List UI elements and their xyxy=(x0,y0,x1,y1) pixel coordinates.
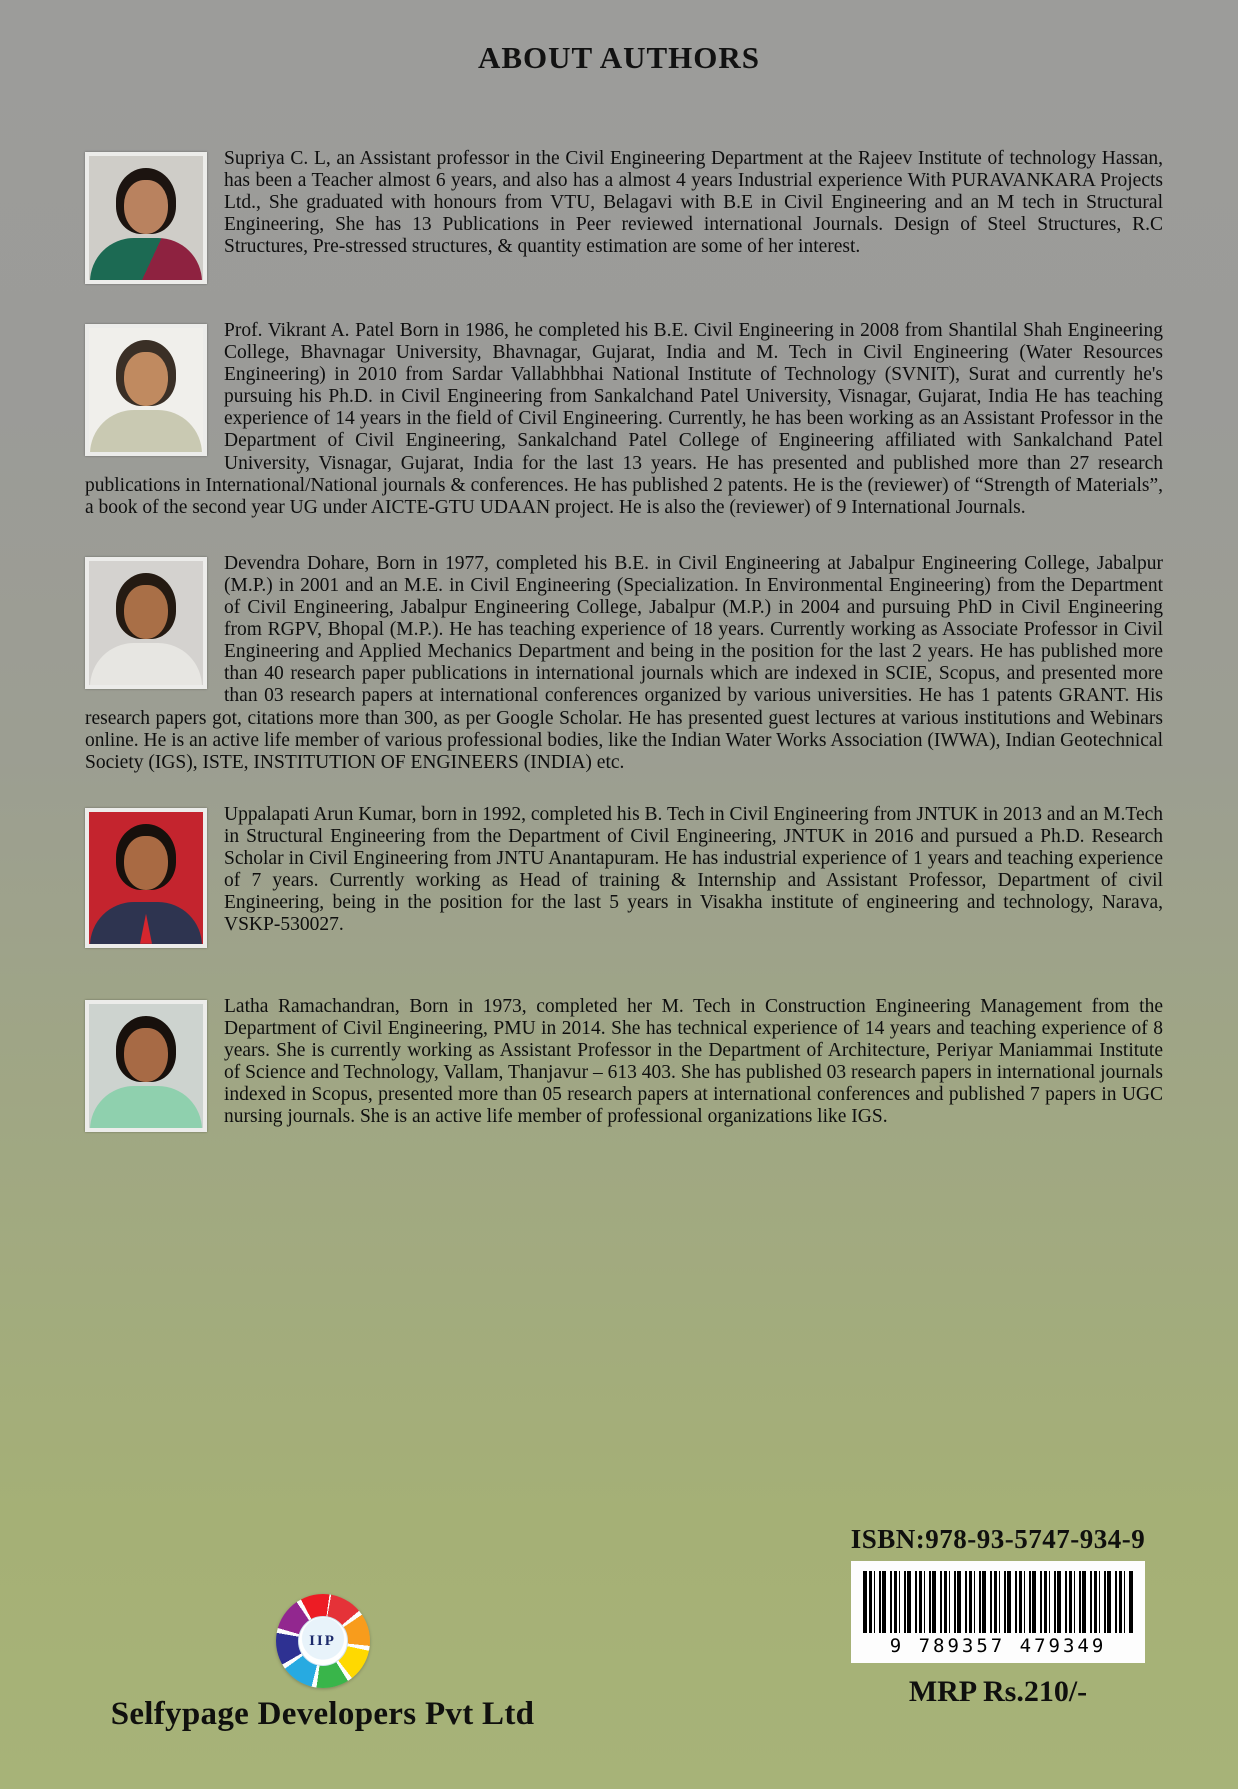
author-bio-text: Devendra Dohare, Born in 1977, completed his B.E. in Civil Engineering at Jabalpur Engineering College, Jabalpur (M.P.) in 2001 and an M.E. in Civil Engineering (Specialization. In Environmental Engineering) from the Department of Civil Engineering, Jabalpur Engineering College, Jabalpur (M.P.) in 2004 and pursuing PhD in Civil Engineering from RGPV, Bhopal (M.P.). He has teaching experience of 18 years. Currently working as Associate Professor in Civil Engineering and Applied Mechanics Department and being in the position for the last 2 years. He has published more than 40 research paper publications in international journals which are indexed in SCIE, Scopus, and presented more than 03 research papers at international conferences organized by various universities. He has 1 patents GRANT. His research papers got, citations more than 300, as per Google Scholar. He has presented guest lectures at various institutions and Webinars online. He is an active life member of various professional bodies, like the Indian Water Works Association (IWWA), Indian Geotechnical Society (IGS), ISTE, INSTITUTION OF ENGINEERS (INDIA) etc. xyxy=(85,552,1163,773)
silhouette-face xyxy=(124,585,168,639)
author-bio-text: Prof. Vikrant A. Patel Born in 1986, he completed his B.E. Civil Engineering in 2008 from Shantilal Shah Engineering College, Bhavnagar University, Bhavnagar, Gujarat, India and M. Tech in Civil Engineering (Water Resources Engineering) in 2010 from Sardar Vallabhbhai National Institute of Technology (SVNIT), Surat and currently he's pursuing his Ph.D. in Civil Engineering from Sankalchand Patel University, Visnagar, Gujarat, India He has teaching experience of 14 years in the field of Civil Engineering. Currently, he has been working as an Assistant Professor in the Department of Civil Engineering, Sankalchand Patel College of Engineering affiliated with Sankalchand Patel University, Visnagar, Gujarat, India for the last 13 years. He has presented and published more than 27 research publications in International/National journals & conferences. He has published 2 patents. He is the (reviewer) of “Strength of Materials”, a book of the second year UG under AICTE-GTU UDAAN project. He is also the (reviewer) of 9 International Journals. xyxy=(85,320,1163,518)
silhouette-face xyxy=(124,1028,168,1082)
isbn-text: ISBN:978-93-5747-934-9 xyxy=(850,1524,1146,1554)
publisher-block xyxy=(85,1594,560,1733)
silhouette-torso xyxy=(90,410,202,454)
author-bio-text: Latha Ramachandran, Born in 1973, completed her M. Tech in Construction Engineering Management from the Department of Civil Engineering, PMU in 2014. She has technical experience of 14 years and teaching experience of 8 years. She is currently working as Assistant Professor in the Department of Architecture, Periyar Maniammai Institute of Science and Technology, Vallam, Thanjavur – 613 403. She has published 03 research papers in international journals indexed in Scopus, presented more than 05 research papers at international conferences and published 7 papers in UGC nursing journals. She is an active life member of professional organizations like IGS. xyxy=(224,995,1163,1128)
publisher-logo-text: IIP xyxy=(309,1632,336,1649)
silhouette-torso xyxy=(90,238,202,282)
silhouette-face xyxy=(124,352,168,406)
author-bio-latha xyxy=(85,996,1163,1136)
authors-section xyxy=(85,148,1163,1168)
author-bio-text: Uppalapati Arun Kumar, born in 1992, completed his B. Tech in Civil Engineering from JNTUK in 2013 and an M.Tech in Structural Engineering from the Department of Civil Engineering, JNTUK in 2016 and pursued a Ph.D. Research Scholar in Civil Engineering from JNTU Anantapuram. He has industrial experience of 1 years and teaching experience of 7 years. Currently working as Head of training & Internship and Assistant Professor, Department of civil Engineering, being in the position for the last 5 years in Visakha institute of engineering and technology, Narava, VSKP-530027. xyxy=(224,803,1163,936)
page-title: ABOUT AUTHORS xyxy=(477,40,761,75)
barcode-bars xyxy=(863,1571,1133,1633)
author-photo-devendra xyxy=(85,557,207,689)
author-bio-arun xyxy=(85,804,1163,952)
author-bio-supriya xyxy=(85,148,1163,288)
author-photo-vikrant xyxy=(85,324,207,456)
silhouette-face xyxy=(124,180,168,234)
publisher-name: Selfypage Developers Pvt Ltd xyxy=(110,1696,535,1732)
author-photo-latha xyxy=(85,1000,207,1132)
silhouette-torso xyxy=(90,1086,202,1130)
author-bio-devendra xyxy=(85,553,1163,774)
publisher-logo-icon xyxy=(276,1594,370,1688)
barcode-digits: 9 789357 479349 xyxy=(889,1635,1107,1657)
author-photo-supriya xyxy=(85,152,207,284)
silhouette-face xyxy=(124,836,168,890)
author-photo-arun xyxy=(85,808,207,948)
publisher-logo-globe xyxy=(298,1616,348,1666)
mrp-price: MRP Rs.210/- xyxy=(908,1675,1088,1708)
isbn-barcode xyxy=(851,1561,1145,1663)
isbn-price-block xyxy=(782,1524,1214,1709)
silhouette-torso xyxy=(90,643,202,687)
author-bio-vikrant xyxy=(85,320,1163,519)
author-bio-text: Supriya C. L, an Assistant professor in the Civil Engineering Department at the Rajeev Institute of technology Hassan, has been a Teacher almost 6 years, and also has a almost 4 years Industrial experience With PURAVANKARA Projects Ltd., She graduated with honours from VTU, Belagavi with B.E in Civil Engineering and an M tech in Structural Engineering, She has 13 Publications in Peer reviewed international Journals. Design of Steel Structures, R.C Structures, Pre-stressed structures, & quantity estimation are some of her interest. xyxy=(224,148,1163,258)
